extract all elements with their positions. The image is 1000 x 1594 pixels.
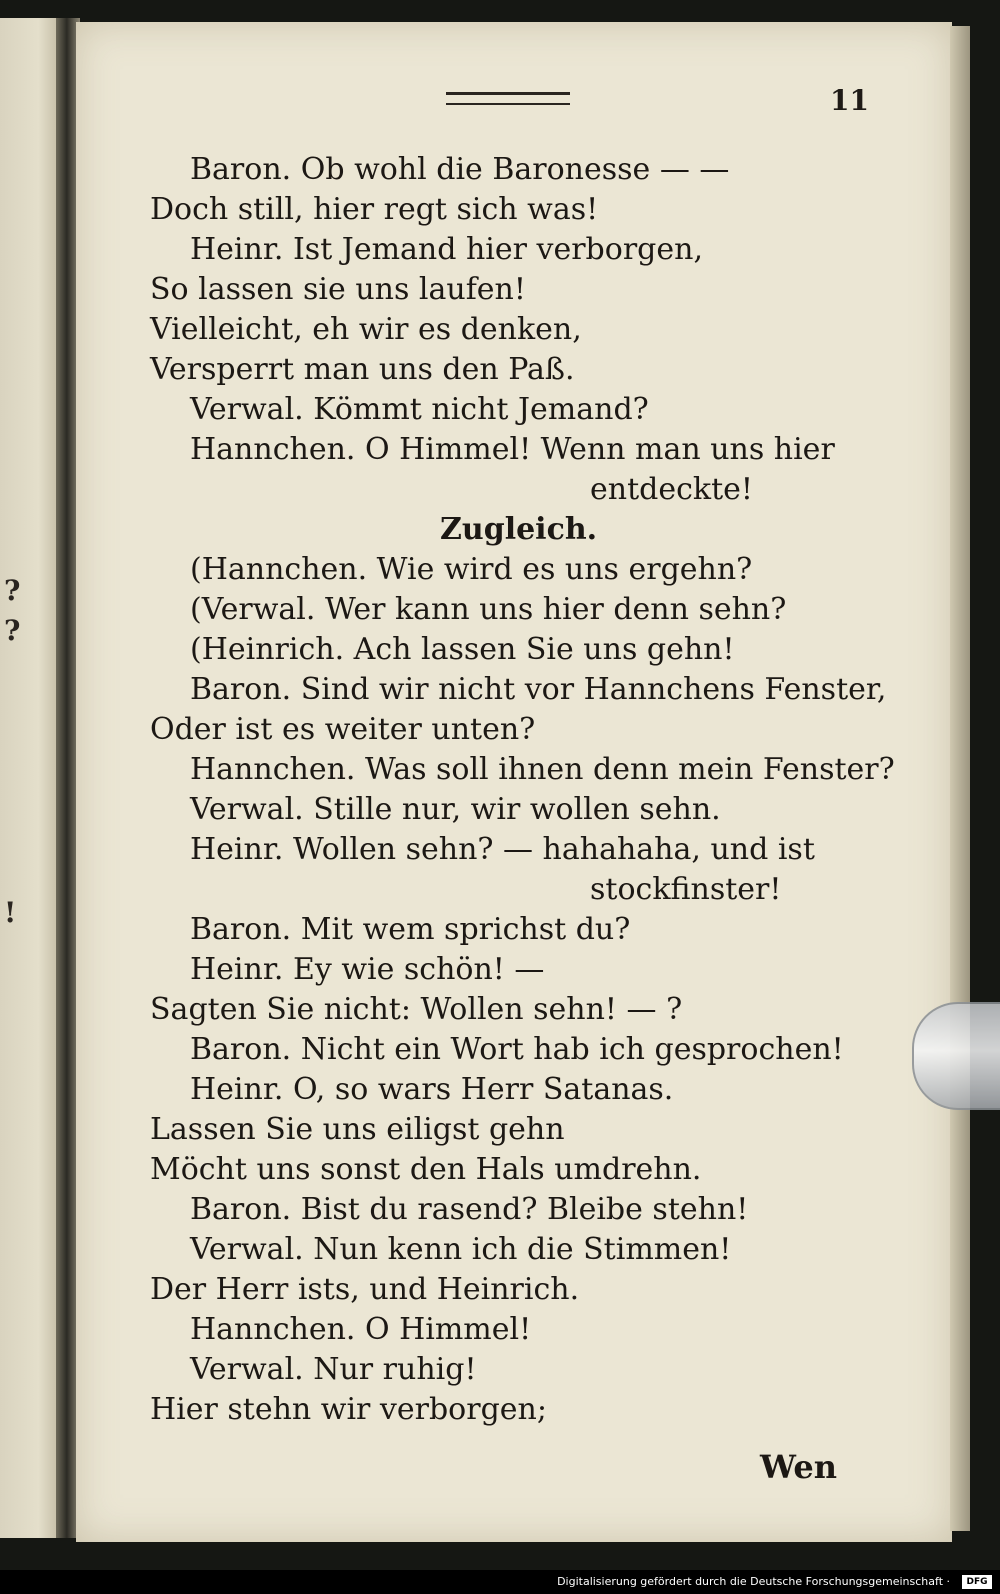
text-line: stockfinster! — [590, 872, 782, 907]
text-line: Baron. Bist du rasend? Bleibe stehn! — [190, 1192, 749, 1227]
text-line: Hannchen. O Himmel! — [190, 1312, 532, 1347]
text-line: Verwal. Nur ruhig! — [190, 1352, 477, 1387]
text-line: Hannchen. O Himmel! Wenn man uns hier — [190, 432, 835, 467]
text-line: Verwal. Nun kenn ich die Stimmen! — [190, 1232, 732, 1267]
text-line: Lassen Sie uns eiligst gehn — [150, 1112, 565, 1147]
text-line: Der Herr ists, und Heinrich. — [150, 1272, 580, 1307]
left-page-mark: ? — [4, 574, 21, 607]
text-line: (Hannchen. Wie wird es uns ergehn? — [190, 552, 753, 587]
text-line: Baron. Nicht ein Wort hab ich gesprochen! — [190, 1032, 844, 1067]
text-line: Zugleich. — [440, 512, 598, 547]
text-line: Sagten Sie nicht: Wollen sehn! — ? — [150, 992, 683, 1027]
text-line: Heinr. Ey wie schön! — — [190, 952, 545, 987]
text-line: Hier stehn wir verborgen; — [150, 1392, 547, 1427]
text-line: Vielleicht, eh wir es denken, — [150, 312, 582, 347]
text-line: Baron. Ob wohl die Baronesse — — — [190, 152, 730, 187]
page-edge — [950, 26, 970, 1531]
text-line: Heinr. Wollen sehn? — hahahaha, und ist — [190, 832, 815, 867]
page-number: 11 — [830, 84, 869, 117]
footer-credit: Digitalisierung gefördert durch die Deutsche Forschungsgemeinschaft · — [557, 1575, 950, 1588]
digitization-footer — [0, 1570, 1000, 1594]
text-line: Baron. Sind wir nicht vor Hannchens Fenster, — [190, 672, 887, 707]
text-line: Heinr. O, so wars Herr Satanas. — [190, 1072, 674, 1107]
text-line: Oder ist es weiter unten? — [150, 712, 536, 747]
catchword: Wen — [760, 1448, 837, 1486]
dialogue-text-block — [150, 150, 895, 1430]
page-clip-tab — [912, 1002, 1000, 1110]
text-line: Versperrt man uns den Paß. — [150, 352, 575, 387]
text-line: Möcht uns sonst den Hals umdrehn. — [150, 1152, 702, 1187]
text-line: (Verwal. Wer kann uns hier denn sehn? — [190, 592, 787, 627]
text-line: entdeckte! — [590, 472, 753, 507]
text-line: Hannchen. Was soll ihnen denn mein Fenster? — [190, 752, 895, 787]
text-line: (Heinrich. Ach lassen Sie uns gehn! — [190, 632, 735, 667]
text-line: Heinr. Ist Jemand hier verborgen, — [190, 232, 703, 267]
header-ornament-rule — [446, 92, 570, 105]
text-line: Verwal. Stille nur, wir wollen sehn. — [190, 792, 721, 827]
text-line: Baron. Mit wem sprichst du? — [190, 912, 631, 947]
text-line: Verwal. Kömmt nicht Jemand? — [190, 392, 649, 427]
left-page-mark: ! — [4, 896, 17, 929]
text-line: Doch still, hier regt sich was! — [150, 192, 599, 227]
dfg-logo: DFG — [962, 1575, 992, 1589]
text-line: So lassen sie uns laufen! — [150, 272, 526, 307]
left-page-mark: ? — [4, 614, 21, 647]
left-page-edge — [0, 18, 64, 1538]
